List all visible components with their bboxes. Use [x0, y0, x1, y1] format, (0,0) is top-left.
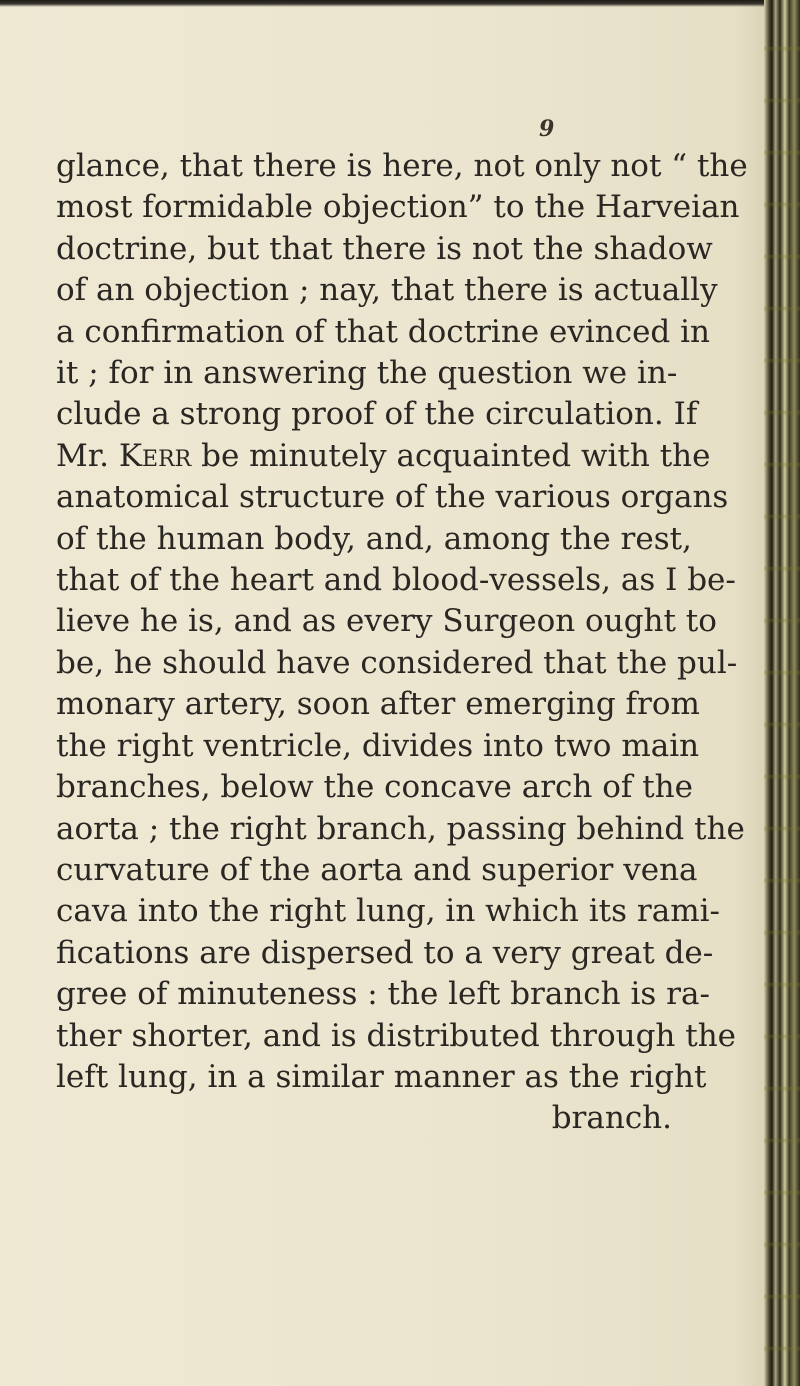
text-line: aorta ; the right branch, passing behind the [56, 810, 745, 847]
text-line-rest: be minutely acquainted with the [201, 437, 711, 474]
text-line: the right ventricle, divides into two main [56, 727, 700, 764]
name-prefix: Mr. [56, 437, 110, 474]
text-line: branches, below the concave arch of the [56, 769, 693, 806]
text-line-with-name [56, 436, 711, 477]
text-line: a confirmation of that doctrine evinced in [56, 313, 711, 350]
text-line: doctrine, but that there is not the shadow [56, 230, 713, 267]
page-top-edge [0, 0, 800, 7]
text-line: anatomical structure of the various organs [56, 479, 729, 516]
text-line: monary artery, soon after emerging from [56, 686, 700, 723]
text-line: gree of minuteness : the left branch is ra- [56, 976, 710, 1013]
text-line: be, he should have considered that the pul- [56, 644, 738, 681]
text-line: clude a strong proof of the circulation. If [56, 396, 698, 433]
body-text [56, 146, 748, 1140]
page-number: 9 [539, 116, 555, 142]
text-line: glance, that there is here, not only not “ the [56, 148, 748, 184]
text-line: left lung, in a similar manner as the right [56, 1058, 707, 1095]
binding-edge [764, 0, 800, 1386]
text-line-final: branch. [551, 1100, 672, 1137]
text-line: that of the heart and blood-vessels, as I be- [56, 562, 736, 599]
text-line: cava into the right lung, in which its rami- [56, 893, 720, 930]
text-line: lieve he is, and as every Surgeon ought to [56, 603, 717, 640]
text-line: ther shorter, and is distributed through the [56, 1017, 737, 1054]
text-line: most formidable objection” to the Harveian [56, 189, 740, 226]
text-line: of an objection ; nay, that there is actually [56, 272, 718, 309]
text-line: curvature of the aorta and superior vena [56, 851, 698, 888]
text-line: of the human body, and, among the rest, [56, 520, 692, 557]
text-line: fications are dispersed to a very great de- [56, 934, 714, 971]
text-line: it ; for in answering the question we in- [56, 355, 678, 392]
name-kerr: Kerr [118, 437, 192, 474]
